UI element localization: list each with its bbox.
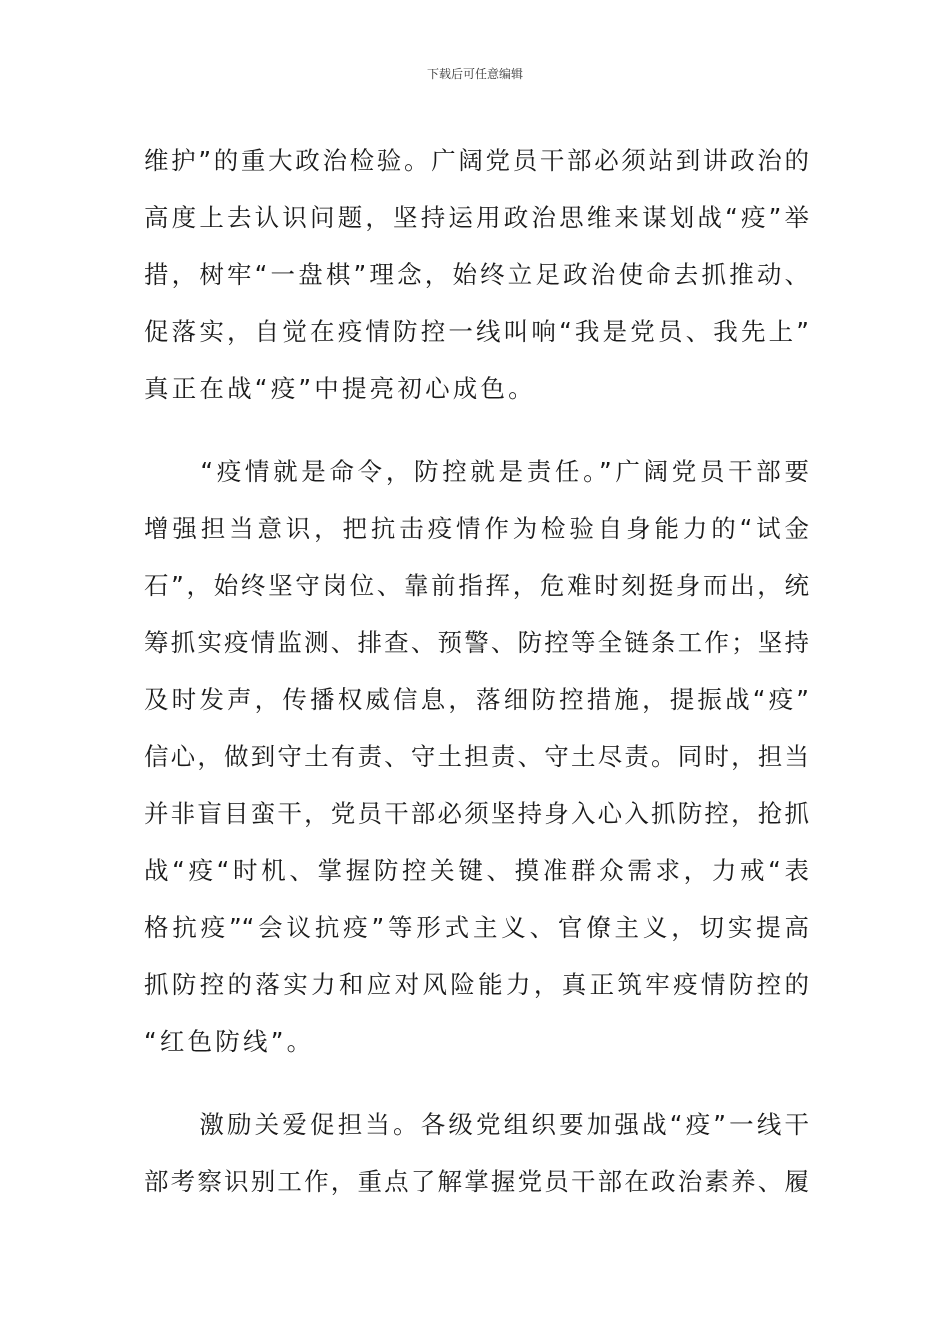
text-line: 抓防控的落实力和应对风险能力，真正筑牢疫情防控的	[144, 970, 809, 999]
text-line: 筹抓实疫情监测、排查、预警、防控等全链条工作；坚持	[144, 628, 809, 657]
paragraph-2	[144, 443, 809, 1070]
text-line: 措，树牢“一盘棋”理念，始终立足政治使命去抓推动、	[144, 260, 809, 289]
text-line: 维护”的重大政治检验。广阔党员干部必须站到讲政治的	[144, 146, 809, 175]
text-line: 并非盲目蛮干，党员干部必须坚持身入心入抓防控，抢抓	[144, 799, 809, 828]
document-body	[144, 132, 809, 1210]
text-line: 格抗疫”“会议抗疫”等形式主义、官僚主义，切实提高	[144, 913, 809, 942]
text-line: 促落实，自觉在疫情防控一线叫响“我是党员、我先上”	[144, 317, 809, 346]
text-line: 及时发声，传播权威信息，落细防控措施，提振战“疫”	[144, 685, 809, 714]
page-header: 下载后可任意编辑	[426, 67, 523, 81]
text-line: 战“疫“时机、掌握防控关键、摸准群众需求，力戒“表	[144, 856, 809, 885]
text-line: 高度上去认识问题，坚持运用政治思维来谋划战“疫”举	[144, 203, 809, 232]
text-line: 增强担当意识，把抗击疫情作为检验自身能力的“试金	[144, 514, 809, 543]
text-line: 部考察识别工作，重点了解掌握党员干部在政治素养、履	[144, 1167, 809, 1196]
text-line: “疫情就是命令，防控就是责任。”广阔党员干部要	[144, 457, 809, 486]
text-line: 信心，做到守土有责、守土担责、守土尽责。同时，担当	[144, 742, 809, 771]
paragraph-1	[144, 132, 809, 417]
text-line: “红色防线”。	[144, 1027, 315, 1056]
text-line: 真正在战“疫”中提亮初心成色。	[144, 374, 536, 403]
text-line: 石”，始终坚守岗位、靠前指挥，危难时刻挺身而出，统	[144, 571, 809, 600]
paragraph-3	[144, 1096, 809, 1210]
text-line: 激励关爱促担当。各级党组织要加强战“疫”一线干	[144, 1110, 809, 1139]
